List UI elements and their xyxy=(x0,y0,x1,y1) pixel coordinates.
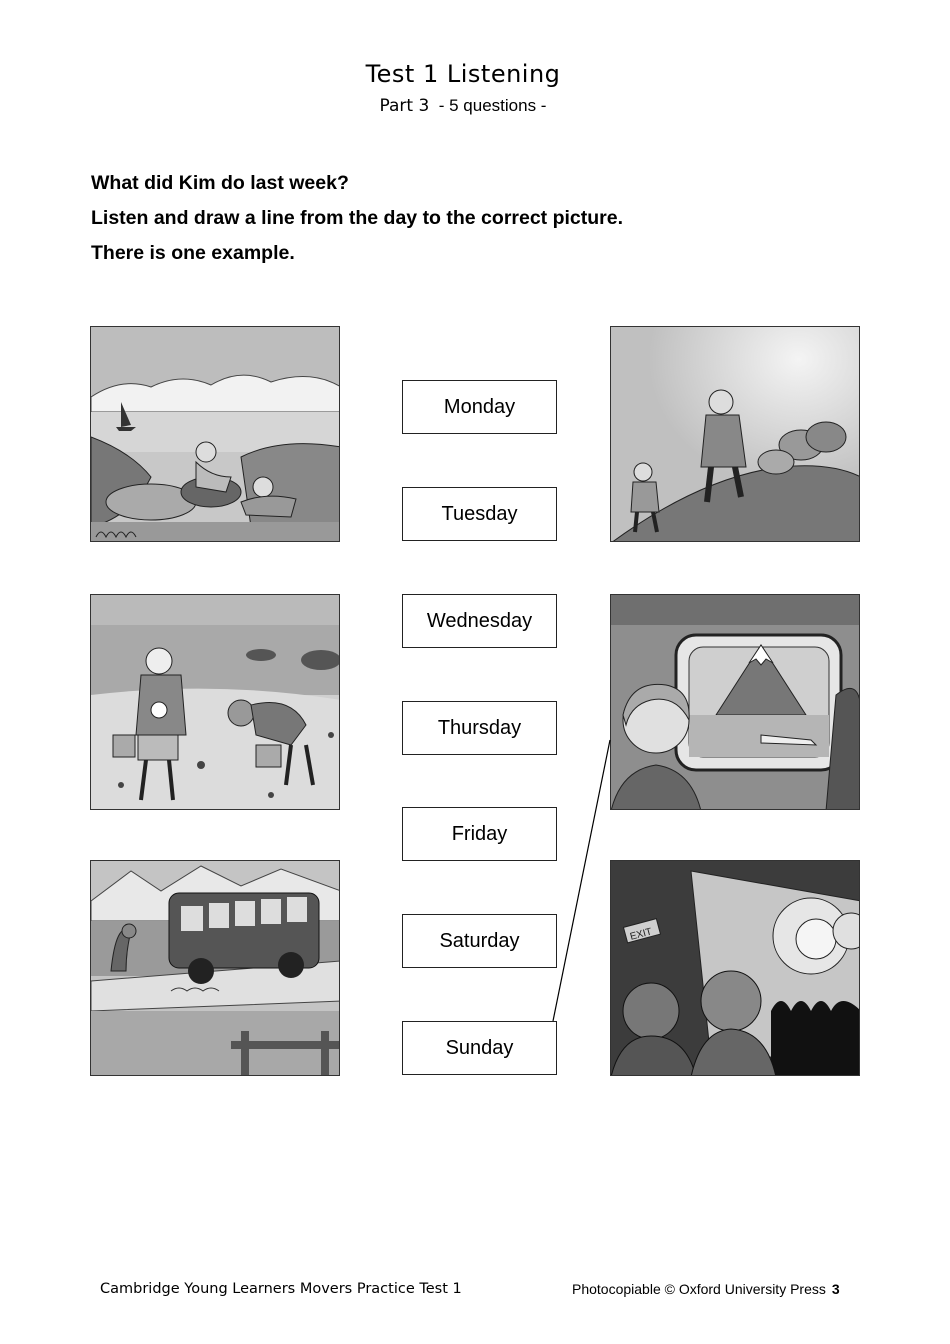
page-subtitle xyxy=(0,96,926,116)
cinema-lion-film-picture[interactable] xyxy=(610,860,860,1076)
beach-shell-collecting-picture[interactable] xyxy=(90,594,340,810)
exit-sign: EXIT xyxy=(628,926,654,943)
rock-pool-fishing-picture[interactable] xyxy=(90,326,340,542)
day-box-friday[interactable]: Friday xyxy=(402,807,557,861)
bus-by-lake-monster-picture[interactable] xyxy=(90,860,340,1076)
instruction-example: There is one example. xyxy=(91,242,295,264)
copyright-text: Photocopiable © Oxford University Press xyxy=(572,1281,826,1297)
day-box-wednesday[interactable]: Wednesday xyxy=(402,594,557,648)
instruction-question: What did Kim do last week? xyxy=(91,172,349,194)
footer-copyright xyxy=(572,1281,840,1297)
day-box-sunday[interactable]: Sunday xyxy=(402,1021,557,1075)
page-title: Test 1 Listening xyxy=(365,60,561,88)
question-count: - 5 questions - xyxy=(438,96,547,115)
day-box-saturday[interactable]: Saturday xyxy=(402,914,557,968)
page-number: 3 xyxy=(831,1281,840,1297)
instructions xyxy=(91,172,891,277)
part-label: Part 3 xyxy=(379,96,430,116)
day-box-thursday[interactable]: Thursday xyxy=(402,701,557,755)
footer-series: Cambridge Young Learners Movers Practice Test 1 xyxy=(100,1281,462,1297)
instruction-task: Listen and draw a line from the day to the correct picture. xyxy=(91,207,624,229)
day-box-tuesday[interactable]: Tuesday xyxy=(402,487,557,541)
hill-climbing-picture[interactable] xyxy=(610,326,860,542)
day-box-monday[interactable]: Monday xyxy=(402,380,557,434)
airplane-window-mountain-picture[interactable] xyxy=(610,594,860,810)
